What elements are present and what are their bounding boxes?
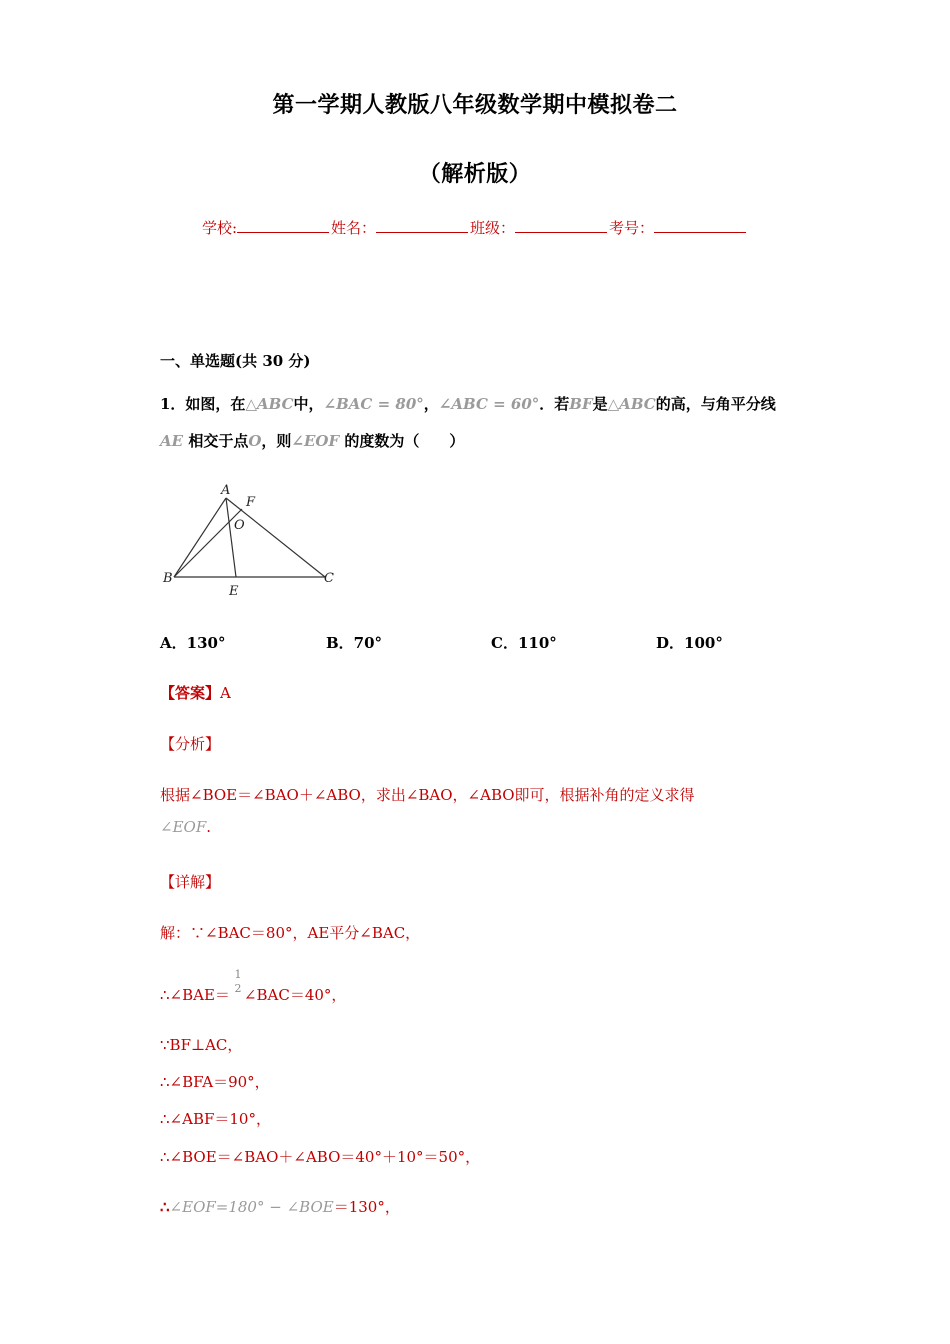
label-e: E	[229, 584, 239, 599]
q1-text-h: 的度数为（ ）	[344, 432, 465, 450]
fraction-denominator: 2	[234, 982, 242, 995]
q1-angle-abc: ∠ABC = 60°	[438, 395, 540, 413]
step-7-result: ＝130°，	[333, 1198, 400, 1216]
option-c[interactable]: C．110°	[491, 634, 557, 652]
q1-text-e: 的高，与角平分线	[655, 395, 776, 413]
segment-ae	[226, 498, 236, 577]
exam-no-blank	[654, 218, 746, 233]
label-b: B	[163, 571, 173, 586]
student-info-row	[0, 217, 950, 238]
school-label: 学校:	[201, 219, 237, 237]
analysis-angle-eof: ∠EOF	[160, 818, 207, 836]
name-label: 姓名：	[331, 219, 377, 237]
answer-value: A	[220, 684, 231, 702]
label-a: A	[221, 483, 231, 498]
segment-ab	[174, 498, 226, 577]
page-title: 第一学期人教版八年级数学期中模拟卷二	[272, 92, 678, 118]
solution-step-7	[160, 1196, 400, 1217]
name-blank	[376, 218, 468, 233]
solution-step-4: ∴∠BFA＝90°，	[160, 1073, 270, 1091]
q1-triangle-abc-2: △ABC	[607, 395, 656, 413]
analysis-text-1: 根据∠BOE＝∠BAO＋∠ABO，求出∠BAO，∠ABO即可，根据补角的定义求得	[160, 786, 695, 804]
answer-line	[160, 682, 231, 703]
analysis-period: .	[206, 818, 212, 836]
triangle-figure	[160, 478, 350, 603]
step-7-therefore: ∴	[160, 1198, 170, 1216]
step-2-a: ∴∠BAE＝	[160, 986, 230, 1004]
label-o: O	[234, 518, 245, 533]
school-blank	[237, 218, 329, 233]
question-1-line-2	[160, 430, 464, 451]
q1-bf: BF	[569, 395, 593, 413]
analysis-label: 【分析】	[160, 735, 221, 753]
q1-text-f: 相交于点	[188, 432, 249, 450]
step-7-formula: ∠EOF=180° − ∠BOE	[169, 1198, 334, 1216]
solution-step-2	[160, 984, 346, 1005]
q1-angle-eof: ∠EOF	[291, 432, 340, 450]
q1-text-d: 是	[592, 395, 608, 413]
answer-label: 【答案】	[160, 684, 221, 702]
q1-ae: AE	[160, 432, 184, 450]
analysis-text-2	[160, 818, 211, 836]
q1-text-g: ，则	[261, 432, 292, 450]
section-heading: 一、单选题(共 30 分)	[160, 352, 311, 370]
step-2-b: ∠BAC＝40°，	[243, 986, 347, 1004]
solution-step-6: ∴∠BOE＝∠BAO＋∠ABO＝40°＋10°＝50°，	[160, 1148, 481, 1166]
q1-comma: ，	[423, 395, 439, 413]
page-subtitle: （解析版）	[418, 161, 532, 187]
fraction-numerator: 1	[234, 968, 242, 981]
q1-text-c: ．若	[539, 395, 570, 413]
question-1-line-1	[160, 393, 776, 414]
solution-step-3: ∵BF⊥AC，	[160, 1036, 243, 1054]
q1-point-o: O	[248, 432, 262, 450]
detail-label: 【详解】	[160, 873, 221, 891]
class-blank	[515, 218, 607, 233]
exam-no-label: 考号：	[609, 219, 655, 237]
solution-step-5: ∴∠ABF＝10°，	[160, 1110, 271, 1128]
label-c: C	[324, 571, 334, 586]
q1-text-a: 1．如图，在	[160, 395, 246, 413]
option-b[interactable]: B．70°	[326, 634, 383, 652]
solution-step-1: 解：∵∠BAC＝80°，AE平分∠BAC，	[160, 924, 421, 942]
option-a[interactable]: A．130°	[160, 634, 226, 652]
option-d[interactable]: D．100°	[656, 634, 723, 652]
label-f: F	[246, 495, 256, 510]
q1-angle-bac: ∠BAC = 80°	[323, 395, 424, 413]
q1-triangle-abc: △ABC	[245, 395, 294, 413]
class-label: 班级：	[470, 219, 516, 237]
q1-text-b: 中，	[293, 395, 324, 413]
